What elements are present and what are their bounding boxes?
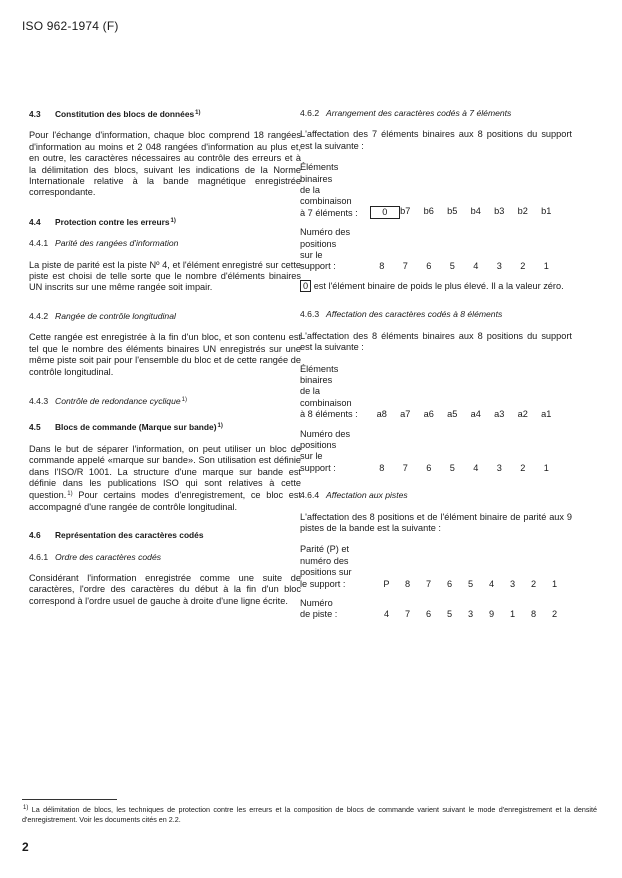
row-label: Éléments binaires de la combinaison à 8 éléments :	[300, 363, 358, 420]
table-4-6-3-positions-row	[300, 429, 572, 475]
row-cells: 8 7 6 5 4 3 2 1	[379, 261, 549, 272]
document-header: ISO 962-1974 (F)	[22, 19, 119, 33]
table-4-6-3-elements-row	[300, 364, 572, 421]
heading-4-4: 4.4 Protection contre les erreurs$^{1)}$	[29, 216, 176, 227]
row-cells: P 8 7 6 5 4 3 2 1	[383, 578, 558, 589]
page-number: 2	[22, 840, 29, 854]
footnote-divider	[22, 799, 117, 800]
table-4-6-2-positions-row	[300, 227, 572, 273]
heading-4-6-2: 4.6.2 Arrangement des caractères codés à 7 éléments	[300, 108, 512, 118]
note-4-6-2: 0 est l'élément binaire de poids le plus élevé. Il a la valeur zéro.	[300, 281, 572, 292]
row-cells: 8 7 6 5 4 3 2 1	[379, 462, 549, 473]
heading-4-6: 4.6 Représentation des caractères codés	[29, 530, 204, 541]
paragraph-4-3: Pour l'échange d'information, chaque bloc comprend 18 rangées d'information au moins et 2 048 rangées d'information au plus et, en outre, les caractères nécessaires au contrôle des erreurs et à la délimitation des blocs, suivant les indications de la Norme Internationale relative à la bande magnétique enregistrée correspondante.	[29, 130, 301, 198]
heading-4-6-1: 4.6.1 Ordre des caractères codés	[29, 551, 162, 562]
paragraph-4-6-3: L'affectation des 8 éléments binaires aux 8 positions du support est la suivante :	[300, 330, 572, 353]
paragraph-4-4-2: Cette rangée est enregistrée à la fin d'un bloc, et son contenu est tel que le nombre des éléments binaires UN enregistrés sur une même piste soit pair pour l'ensemble du bloc et de cette rangée de contrôle longitudinal.	[29, 332, 301, 377]
row-cells: 0 b7 b6 b5 b4 b3 b2 b1	[370, 206, 558, 219]
row-label: Numéro de piste :	[300, 598, 338, 620]
heading-4-4-3: 4.4.3 Contrôle de redondance cyclique$^{1)}$	[29, 395, 187, 406]
heading-4-3: 4.3 Constitution des blocs de données$^{1)}$	[29, 109, 201, 119]
table-4-6-4-positions-row	[300, 544, 572, 590]
row-label: Numéro des positions sur le support :	[300, 428, 351, 473]
boxed-zero: 0	[370, 206, 400, 219]
right-column	[300, 108, 572, 621]
heading-4-6-3: 4.6.3 Affectation des caractères codés à 8 éléments	[300, 309, 503, 320]
row-label: Éléments binaires de la combinaison à 7 éléments :	[300, 162, 358, 218]
boxed-zero-note: 0	[300, 280, 311, 292]
heading-4-5: 4.5 Blocs de commande (Marque sur bande)$^{1)}$	[29, 422, 223, 433]
heading-4-4-1: 4.4.1 Parité des rangées d'information	[29, 238, 179, 249]
paragraph-4-6-1: Considérant l'information enregistrée comme une suite de caractères, l'ordre des caractères du début à la fin d'un bloc correspond à l'ordre usuel de gauche à droite d'une ligne écrite.	[29, 572, 301, 606]
left-column	[29, 108, 301, 624]
table-4-6-4-tracks-row	[300, 598, 572, 621]
heading-4-6-4: 4.6.4 Affectation aux pistes	[300, 490, 408, 501]
paragraph-4-4-1: La piste de parité est la piste Nº 4, et l'élément enregistré sur cette piste est choisi de telle sorte que le nombre d'éléments binaires UN inscrits sur une même rangée soit impair.	[29, 259, 301, 293]
heading-4-4-2: 4.4.2 Rangée de contrôle longitudinal	[29, 310, 176, 321]
row-label: Numéro des positions sur le support :	[300, 227, 351, 272]
paragraph-4-6-4: L'affectation des 8 positions et de l'élément binaire de parité aux 9 pistes de la bande est la suivante :	[300, 511, 572, 533]
paragraph-4-6-2: L'affectation des 7 éléments binaires aux 8 positions du support est la suivante :	[300, 129, 572, 151]
row-cells: a8 a7 a6 a5 a4 a3 a2 a1	[376, 409, 552, 420]
paragraph-4-5: Dans le but de séparer l'information, on peut utiliser un bloc de commande appelé «marque sur bande». Son utilisation est définie dans l'ISO/R 1001. La structure d'une marque sur bande est définie dans les publications ISO qui sont relatives à cette question.$^{1)}$ Pour certains modes d'enregistrement, ce bloc est accompagné d'une rangée de contrôle longitudinal.	[29, 443, 301, 512]
row-label: Parité (P) et numéro des positions sur le support :	[300, 544, 352, 589]
row-cells: 4 7 6 5 3 9 1 8 2	[383, 609, 558, 620]
table-4-6-2-elements-row	[300, 162, 572, 219]
footnote: $^{1)}$ La délimitation de blocs, les techniques de protection contre les erreurs et la composition de blocs de commande varient suivant le mode d'enregistrement et la densité d'enregistrement. Voir les documents cités en 2.2.	[22, 805, 598, 824]
